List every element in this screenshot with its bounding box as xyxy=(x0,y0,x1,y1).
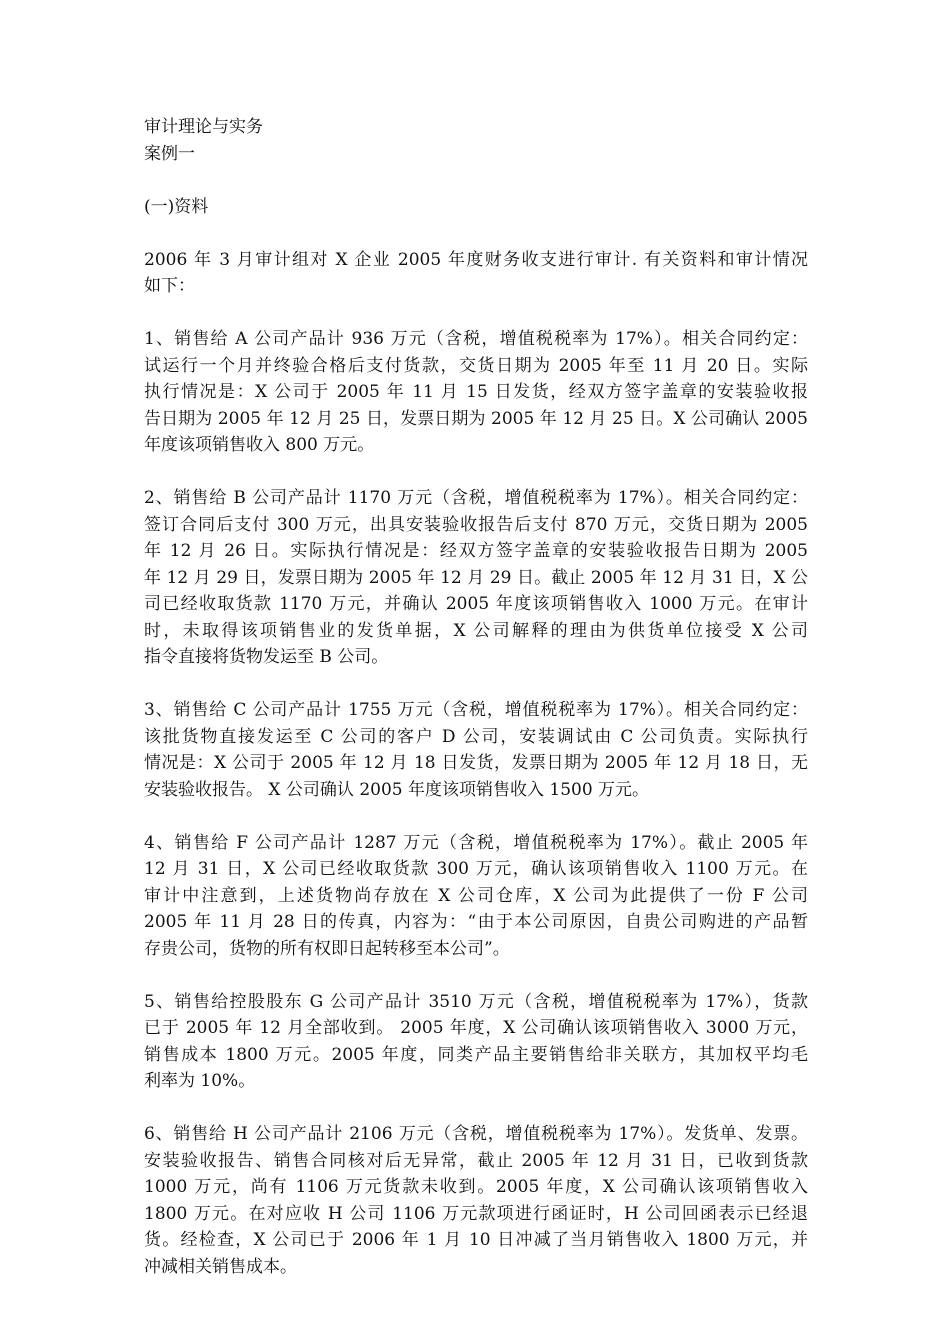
paragraph-line: 2、销售给 B 公司产品计 1170 万元（含税，增值税税率为 17%）。相关合同约定： xyxy=(144,488,808,508)
item-3-paragraph xyxy=(144,697,808,803)
paragraph-line: 年 12 月 26 日。实际执行情况是：经双方签字盖章的安装验收报告日期为 2005 xyxy=(144,541,808,561)
paragraph-line: 该批货物直接发运至 C 公司的客户 D 公司，安装调试由 C 公司负责。实际执行 xyxy=(144,726,808,747)
paragraph-line: 年 12 月 29 日，发票日期为 2005 年 12 月 29 日。截止 2005 年 12 月 31 日，X 公 xyxy=(144,567,808,588)
paragraph-line: 时，未取得该项销售业的发货单据，X 公司解释的理由为供货单位接受 X 公司 xyxy=(144,620,808,641)
item-1-paragraph xyxy=(144,326,808,459)
paragraph-line: 审计中注意到，上述货物尚存放在 X 公司仓库，X 公司为此提供了一份 F 公司 xyxy=(144,885,808,906)
spacer xyxy=(144,671,808,698)
paragraph-line: 指令直接将货物发运至 B 公司。 xyxy=(144,647,389,667)
paragraph-line: 签订合同后支付 300 万元，出具安装验收报告后支付 870 万元，交货日期为 2005 xyxy=(144,514,808,535)
case-title: 案例一 xyxy=(144,143,195,164)
paragraph-line: 如下： xyxy=(144,276,195,296)
paragraph-line: 1、销售给 A 公司产品计 936 万元（含税，增值税税率为 17%）。相关合同约定： xyxy=(144,329,808,349)
item-6-paragraph xyxy=(144,1121,808,1280)
paragraph-line: 年度该项销售收入 800 万元。 xyxy=(144,435,375,455)
spacer xyxy=(144,1095,808,1122)
spacer xyxy=(144,300,808,327)
item-4-paragraph xyxy=(144,830,808,963)
paragraph-line: 利率为 10%。 xyxy=(144,1071,256,1091)
paragraph-line: 情况是：X 公司于 2005 年 12 月 18 日发货，发票日期为 2005 年 12 月 18 日，无 xyxy=(144,753,808,773)
paragraph-line: 销售成本 1800 万元。2005 年度，同类产品主要销售给非关联方，其加权平均毛 xyxy=(144,1044,808,1065)
paragraph-line: 已于 2005 年 12 月全部收到。 2005 年度，X 公司确认该项销售收入 3000 万元， xyxy=(144,1018,808,1038)
paragraph-line: 1000 万元，尚有 1106 万元货款未收到。2005 年度，X 公司确认该项销售收入 xyxy=(144,1177,808,1197)
paragraph-line: 存贵公司，货物的所有权即日起转移至本公司”。 xyxy=(144,938,510,959)
paragraph-line: 12 月 31 日，X 公司已经收取货款 300 万元，确认该项销售收入 1100 万元。在 xyxy=(144,859,808,879)
paragraph-line: 试运行一个月并终验合格后支付货款，交货日期为 2005 年至 11 月 20 日。实际 xyxy=(144,355,808,376)
paragraph-line: 安装验收报告、销售合同核对后无异常，截止 2005 年 12 月 31 日，已收到货款 xyxy=(144,1150,808,1171)
paragraph-line: 告日期为 2005 年 12 月 25 日，发票日期为 2005 年 12 月 25 日。X 公司确认 2005 xyxy=(144,408,808,429)
item-5-paragraph xyxy=(144,989,808,1095)
section-heading: (一)资料 xyxy=(144,196,209,217)
spacer xyxy=(144,220,808,247)
paragraph-line: 安装验收报告。 X 公司确认 2005 年度该项销售收入 1500 万元。 xyxy=(144,779,650,800)
paragraph-line: 5、销售给控股股东 G 公司产品计 3510 万元（含税，增值税税率为 17%），货款 xyxy=(144,991,808,1012)
paragraph-line: 冲减相关销售成本。 xyxy=(144,1256,297,1277)
paragraph-line: 司已经收取货款 1170 万元，并确认 2005 年度该项销售收入 1000 万元。在审计 xyxy=(144,594,808,614)
paragraph-line: 2006 年 3 月审计组对 X 企业 2005 年度财务收支进行审计. 有关资料和审计情况 xyxy=(144,249,808,270)
spacer xyxy=(144,459,808,486)
spacer xyxy=(144,962,808,989)
paragraph-line: 2005 年 11 月 28 日的传真，内容为：“由于本公司原因，自贵公司购进的产品暂 xyxy=(144,912,808,932)
intro-paragraph xyxy=(144,247,808,300)
paragraph-line: 货。经检查，X 公司已于 2006 年 1 月 10 日冲减了当月销售收入 1800 万元，并 xyxy=(144,1230,808,1250)
paragraph-line: 6、销售给 H 公司产品计 2106 万元（含税，增值税税率为 17%）。发货单、发票。 xyxy=(144,1124,808,1144)
spacer xyxy=(144,803,808,830)
item-2-paragraph xyxy=(144,485,808,671)
document-title: 审计理论与实务 xyxy=(144,117,263,137)
paragraph-line: 4、销售给 F 公司产品计 1287 万元（含税，增值税税率为 17%）。截止 2005 年 xyxy=(144,832,808,853)
paragraph-line: 1800 万元。在对应收 H 公司 1106 万元款项进行函证时，H 公司回函表示已经退 xyxy=(144,1203,808,1224)
paragraph-line: 执行情况是：X 公司于 2005 年 11 月 15 日发货，经双方签字盖章的安装验收报 xyxy=(144,382,808,402)
paragraph-line: 3、销售给 C 公司产品计 1755 万元（含税，增值税税率为 17%）。相关合同约定： xyxy=(144,700,808,720)
spacer xyxy=(144,167,808,194)
document-page xyxy=(144,114,808,1280)
